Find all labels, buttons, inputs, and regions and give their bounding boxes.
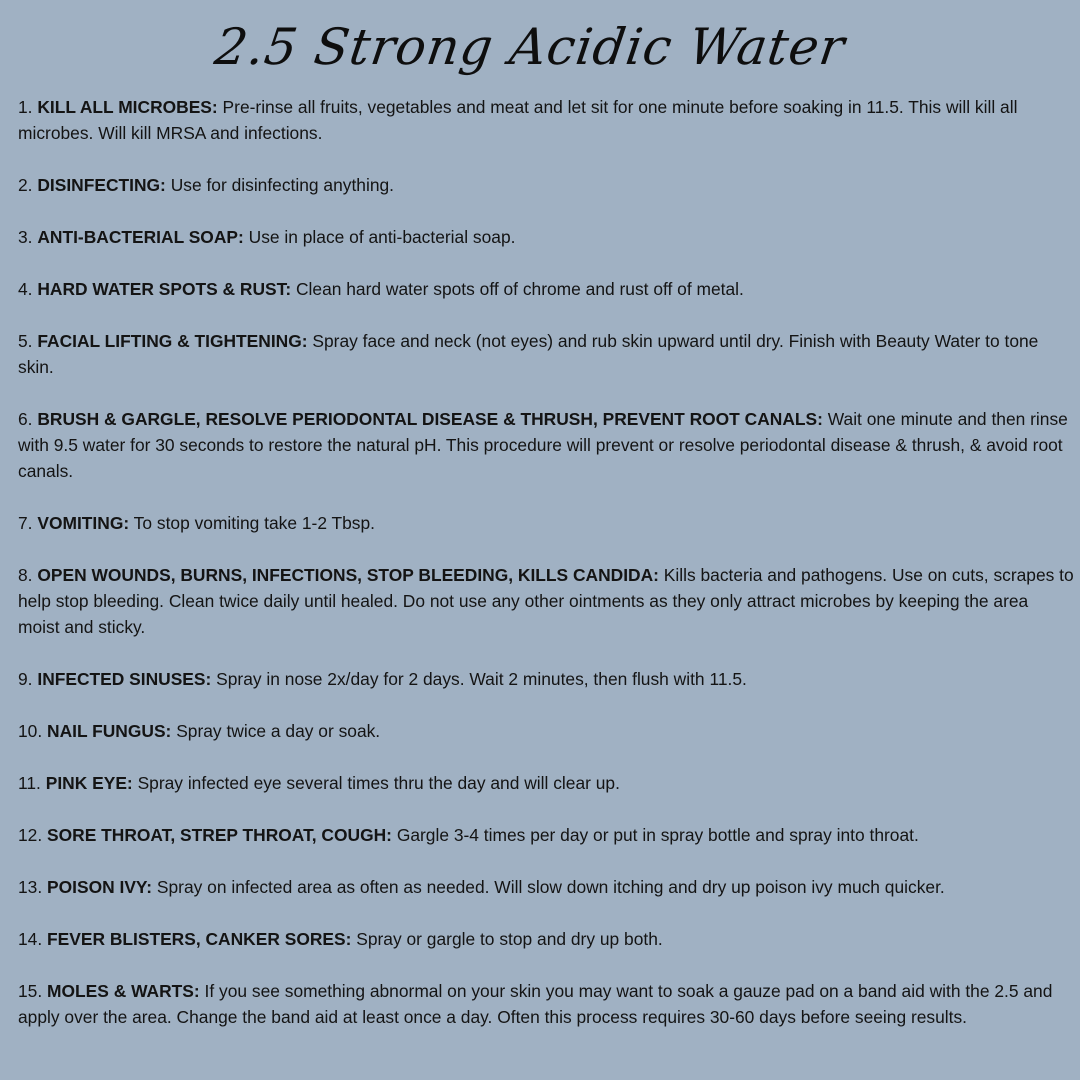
item-number: 9.: [18, 669, 33, 689]
item-text: Spray face and neck (not eyes) and rub skin upward until dry. Finish with Beauty Water to tone skin.: [18, 331, 1039, 377]
item-label: OPEN WOUNDS, BURNS, INFECTIONS, STOP BLEEDING, KILLS CANDIDA:: [37, 565, 659, 585]
item-number: 12.: [18, 825, 43, 845]
item-number: 15.: [18, 981, 43, 1001]
item-number: 8.: [18, 565, 33, 585]
item-label: MOLES & WARTS:: [47, 981, 200, 1001]
item-text: Use for disinfecting anything.: [170, 175, 395, 195]
page-title: 2.5 Strong Acidic Water: [211, 18, 849, 76]
item-text: Use in place of anti-bacterial soap.: [248, 227, 516, 247]
item-number: 2.: [18, 175, 33, 195]
item-number: 10.: [18, 721, 43, 741]
item-text: If you see something abnormal on your skin you may want to soak a gauze pad on a band aid with the 2.5 and apply over the area. Change the band aid at least once a day. Often this process requires 30-60 days before seeing results.: [18, 981, 1053, 1027]
list-item: [18, 510, 1074, 536]
item-number: 4.: [18, 279, 33, 299]
item-label: POISON IVY:: [47, 877, 153, 897]
item-text: Spray infected eye several times thru the day and will clear up.: [137, 773, 620, 793]
item-number: 11.: [18, 773, 41, 793]
item-label: SORE THROAT, STREP THROAT, COUGH:: [47, 825, 392, 845]
item-number: 5.: [18, 331, 33, 351]
item-label: BRUSH & GARGLE, RESOLVE PERIODONTAL DISEASE & THRUSH, PREVENT ROOT CANALS:: [37, 409, 823, 429]
item-label: PINK EYE:: [45, 773, 133, 793]
list-item: [18, 874, 1074, 900]
usage-list: [18, 94, 1074, 1056]
item-text: Wait one minute and then rinse with 9.5 water for 30 seconds to restore the natural pH. This procedure will prevent or resolve periodontal disease & thrush, & avoid root canals.: [18, 409, 1068, 481]
list-item: [18, 328, 1074, 380]
list-item: [18, 562, 1074, 640]
list-item: [18, 926, 1074, 952]
item-label: HARD WATER SPOTS & RUST:: [37, 279, 292, 299]
list-item: [18, 224, 1074, 250]
item-label: ANTI-BACTERIAL SOAP:: [37, 227, 244, 247]
item-number: 1.: [18, 97, 33, 117]
item-number: 13.: [18, 877, 43, 897]
list-item: [18, 406, 1074, 484]
list-item: [18, 666, 1074, 692]
item-label: KILL ALL MICROBES:: [37, 97, 218, 117]
item-number: 14.: [18, 929, 43, 949]
item-text: Spray or gargle to stop and dry up both.: [356, 929, 663, 949]
item-number: 6.: [18, 409, 33, 429]
item-text: Spray twice a day or soak.: [176, 721, 381, 741]
list-item: [18, 276, 1074, 302]
item-label: VOMITING:: [37, 513, 130, 533]
list-item: [18, 94, 1074, 146]
list-item: [18, 978, 1074, 1030]
item-text: Clean hard water spots off of chrome and rust off of metal.: [295, 279, 744, 299]
item-text: Gargle 3-4 times per day or put in spray bottle and spray into throat.: [396, 825, 919, 845]
item-label: DISINFECTING:: [37, 175, 166, 195]
item-label: INFECTED SINUSES:: [37, 669, 212, 689]
list-item: [18, 718, 1074, 744]
list-item: [18, 770, 1074, 796]
item-number: 3.: [18, 227, 33, 247]
list-item: [18, 172, 1074, 198]
item-label: FEVER BLISTERS, CANKER SORES:: [47, 929, 352, 949]
item-text: Spray on infected area as often as needed. Will slow down itching and dry up poison ivy much quicker.: [156, 877, 945, 897]
item-label: NAIL FUNGUS:: [47, 721, 172, 741]
item-text: Pre-rinse all fruits, vegetables and meat and let sit for one minute before soaking in 11.5. This will kill all microbes. Will kill MRSA and infections.: [18, 97, 1018, 143]
item-number: 7.: [18, 513, 33, 533]
item-text: Kills bacteria and pathogens. Use on cuts, scrapes to help stop bleeding. Clean twice daily until healed. Do not use any other ointments as they only attract microbes by keeping the area moist and sticky.: [18, 565, 1074, 637]
list-item: [18, 822, 1074, 848]
item-label: FACIAL LIFTING & TIGHTENING:: [37, 331, 308, 351]
item-text: Spray in nose 2x/day for 2 days. Wait 2 minutes, then flush with 11.5.: [216, 669, 747, 689]
item-text: To stop vomiting take 1-2 Tbsp.: [133, 513, 376, 533]
